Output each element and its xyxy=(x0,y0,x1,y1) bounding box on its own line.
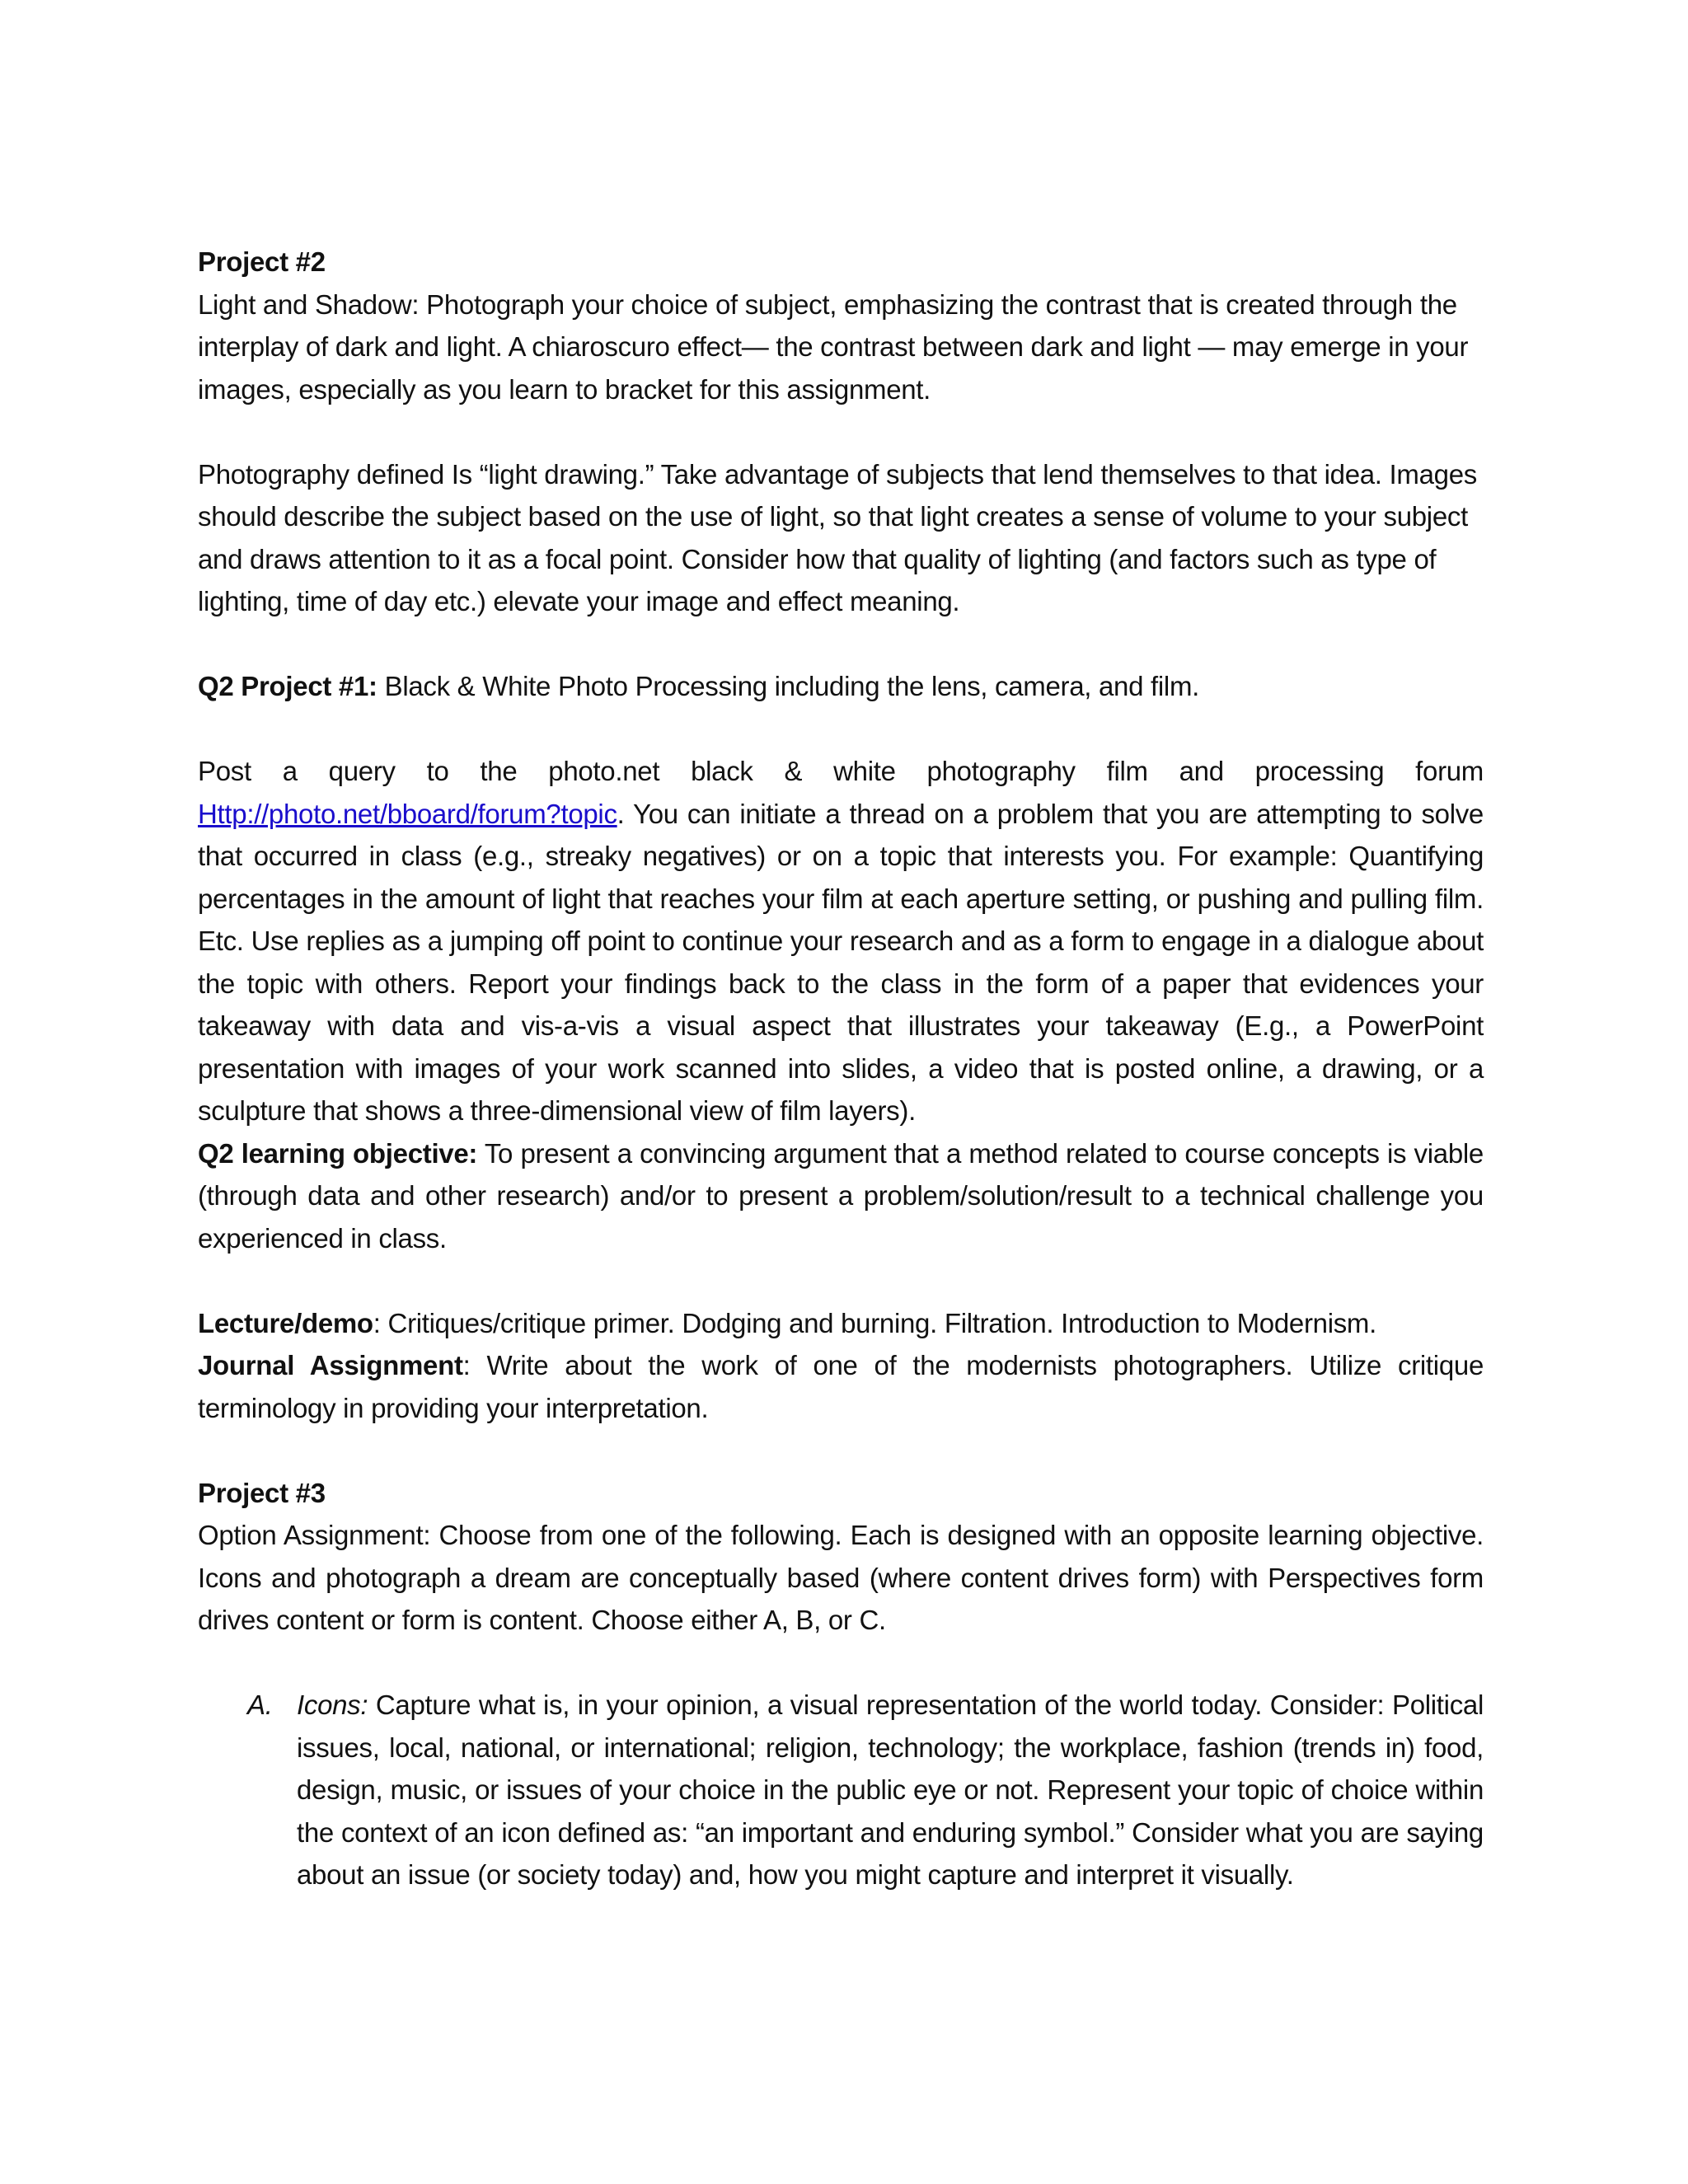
forum-link[interactable]: Http://photo.net/bboard/forum?topic xyxy=(198,798,617,829)
q2-learning-objective-text: To present a convincing argument that a method related to course concepts is viable (through data and other research) and/or to present a problem/solution/result to a technical challenge you experienced in class. xyxy=(198,1137,1484,1254)
project-2-section xyxy=(198,241,1484,410)
lecture-demo-label: Lecture/demo xyxy=(198,1307,373,1338)
document-page xyxy=(198,241,1484,1896)
photography-defined-paragraph: Photography defined Is “light drawing.” Take advantage of subjects that lend themselves to that idea. Images should describe the subject based on the use of light, so that light creates a sense of volume to your subject and draws attention to it as a focal point. Consider how that quality of lighting (and factors such as type of lighting, time of day etc.) elevate your image and effect meaning. xyxy=(198,458,1477,616)
q2-project-1-text: Black & White Photo Processing including the lens, camera, and film. xyxy=(377,671,1200,701)
q2-learning-objective-paragraph xyxy=(198,1132,1484,1260)
journal-assignment-paragraph xyxy=(198,1344,1484,1429)
option-item-a xyxy=(198,1684,1484,1896)
q2-project-1-label: Q2 Project #1: xyxy=(198,671,377,701)
option-list xyxy=(198,1684,1484,1896)
project-3-heading: Project #3 xyxy=(198,1477,326,1508)
q2-section xyxy=(198,750,1484,1259)
lecture-demo-text: : Critiques/critique primer. Dodging and burning. Filtration. Introduction to Modernism. xyxy=(373,1307,1376,1338)
lecture-journal-section xyxy=(198,1302,1484,1430)
journal-assignment-text: : Write about the work of one of the modernists photographers. Utilize critique terminology in providing your interpretation. xyxy=(198,1350,1484,1423)
forum-post-paragraph xyxy=(198,750,1484,1132)
q2-learning-objective-label: Q2 learning objective: xyxy=(198,1137,478,1169)
q2-project-1-line xyxy=(198,665,1484,708)
project-3-description: Option Assignment: Choose from one of the following. Each is designed with an opposite learning objective. Icons and photograph a dream are conceptually based (where content drives form) with Perspectives form drives content or form is content. Choose either A, B, or C. xyxy=(198,1520,1484,1635)
project-3-section xyxy=(198,1472,1484,1642)
forum-post-body: . You can initiate a thread on a problem that you are attempting to solve that occurred in class (e.g., streaky negatives) or on a topic that interests you. For example: Quantifying percentages in the amount of light that reaches your film at each aperture setting, or pushing and pulling film. Etc. Use replies as a jumping off point to continue your research and as a form to engage in a dialogue about the topic with others. Report your findings back to the class in the form of a paper that evidences your takeaway with data and vis-a-vis a visual aspect that illustrates your takeaway (E.g., a PowerPoint presentation with images of your work scanned into slides, a video that is posted online, a drawing, or a sculpture that shows a three-dimensional view of film layers). xyxy=(198,798,1484,1126)
option-a-marker: A. xyxy=(247,1690,273,1720)
project-2-heading: Project #2 xyxy=(198,246,326,277)
option-a-text: Capture what is, in your opinion, a visual representation of the world today. Consider: Political issues, local, national, or international; religion, technology; the workplace, fashion (trends in) food, design, music, or issues of your choice in the public eye or not. Represent your topic of choice within the context of an icon defined as: “an important and enduring symbol.” Consider what you are saying about an issue (or society today) and, how you might capture and interpret it visually. xyxy=(297,1690,1484,1890)
journal-assignment-label: Journal Assignment xyxy=(198,1350,463,1380)
forum-post-intro: Post a query to the photo.net black & white photography film and processing forum xyxy=(198,756,1484,786)
lecture-demo-paragraph xyxy=(198,1302,1484,1345)
option-a-title: Icons: xyxy=(297,1690,368,1720)
project-2-description: Light and Shadow: Photograph your choice of subject, emphasizing the contrast that is created through the interplay of dark and light. A chiaroscuro effect— the contrast between dark and light — may emerge in your images, especially as you learn to bracket for this assignment. xyxy=(198,288,1469,405)
